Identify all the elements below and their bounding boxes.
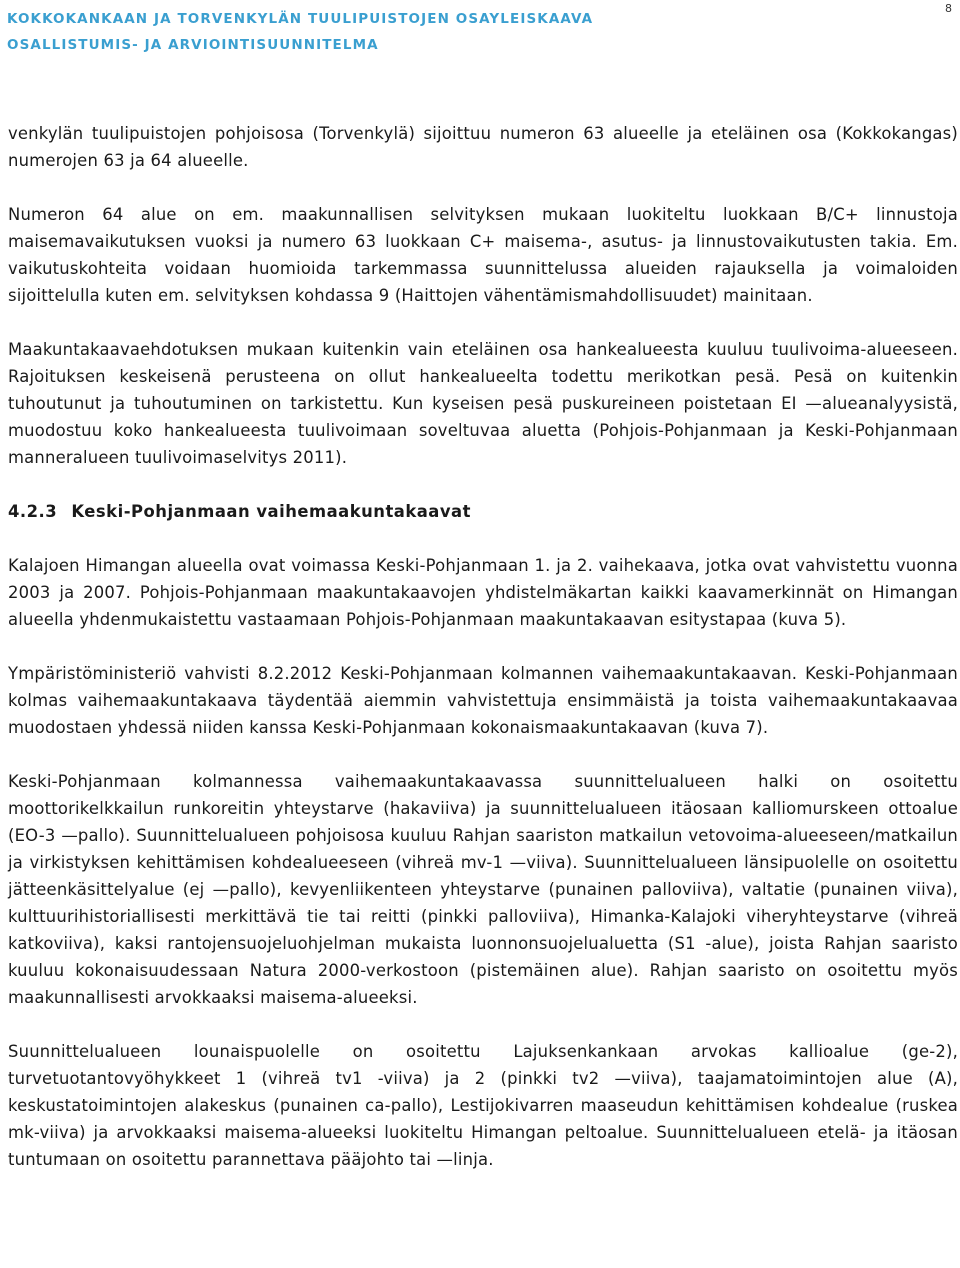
document-body bbox=[8, 120, 958, 1200]
paragraph-5: Ympäristöministeriö vahvisti 8.2.2012 Keski-Pohjanmaan kolmannen vaihemaakuntakaavan. Keski-Pohjanmaan kolmas vaihemaakuntakaava täydentää aiemmin vahvistettuja ensimmäistä ja toista vaihemaakuntakaavaa muodostaen yhdessä niiden kanssa Keski-Pohjanmaan kokonaismaakuntakaavan (kuva 7). bbox=[8, 664, 958, 737]
paragraph-2: Numeron 64 alue on em. maakunnallisen selvityksen mukaan luokiteltu luokkaan B/C+ linnustoja maisemavaikutuksen vuoksi ja numero 63 luokkaan C+ maisema-, asutus- ja linnustovaikutusten takia. Em. vaikutuskohteita voidaan huomioida tarkemmassa suunnittelussa alueiden rajauksella ja voimaloiden sijoittelulla kuten em. selvityksen kohdassa 9 (Haittojen vähentämismahdollisuudet) mainitaan. bbox=[8, 205, 958, 305]
document-header bbox=[7, 6, 953, 58]
paragraph-6: Keski-Pohjanmaan kolmannessa vaihemaakuntakaavassa suunnittelualueen halki on osoitettu moottorikelkkailun runkoreitin yhteystarve (hakaviiva) ja suunnittelualueen itäosaan kalliomurskeen ottoalue (EO-3 —pallo). Suunnittelualueen pohjoisosa kuuluu Rahjan saariston matkailun vetovoima-alueeseen/matkailun ja virkistyksen kehittämisen kohdealueeseen (vihreä mv-1 —viiva). Suunnittelualueen länsipuolelle on osoitettu jätteenkäsittelyalue (ej —pallo), kevyenliikenteen yhteystarve (punainen palloviiva), valtatie (punainen viiva), kulttuurihistoriallisesti merkittävä tie tai reitti (pinkki palloviiva), Himanka-Kalajoki viheryhteystarve (vihreä katkoviiva), kaksi rantojensuojeluohjelman mukaista luonnonsuojelualuetta (S1 -alue), joista Rahjan saaristo kuuluu kokonaisuudessaan Natura 2000-verkostoon (pistemäinen alue). Rahjan saaristo on osoitettu myös maakunnallisesti arvokkaaksi maisema-alueeksi. bbox=[8, 772, 958, 1007]
section-number: 4.2.3 bbox=[8, 502, 58, 521]
paragraph-3: Maakuntakaavaehdotuksen mukaan kuitenkin vain eteläinen osa hankealueesta kuuluu tuulivoima-alueeseen. Rajoituksen keskeisenä perusteena on ollut hankealueelta todettu merikotkan pesä. Pesä on kuitenkin tuhoutunut ja tuhoutuminen on tarkistettu. Kun kyseisen pesä puskureineen poistetaan EI —alueanalyysistä, muodostuu koko hankealueesta tuulivoimaan soveltuvaa aluetta (Pohjois-Pohjanmaan ja Keski-Pohjanmaan manneralueen tuulivoimaselvitys 2011). bbox=[8, 340, 958, 467]
paragraph-7: Suunnittelualueen lounaispuolelle on osoitettu Lajuksenkankaan arvokas kallioalue (ge-2), turvetuotantovyöhykkeet 1 (vihreä tv1 -viiva) ja 2 (pinkki tv2 —viiva), taajamatoimintojen alue (A), keskustatoimintojen alakeskus (punainen ca-pallo), Lestijokivarren maaseudun kehittämisen kohdealue (ruskea mk-viiva) ja arvokkaaksi maisema-alueeksi luokiteltu Himangan peltoalue. Suunnittelualueen etelä- ja itäosan tuntumaan on osoitettu parannettava pääjohto tai —linja. bbox=[8, 1042, 958, 1169]
page-number: 8 bbox=[945, 2, 952, 15]
header-title-line1: KOKKOKANKAAN JA TORVENKYLÄN TUULIPUISTOJEN OSAYLEISKAAVA bbox=[7, 11, 594, 27]
section-heading bbox=[8, 498, 958, 525]
paragraph-1: venkylän tuulipuistojen pohjoisosa (Torvenkylä) sijoittuu numeron 63 alueelle ja eteläinen osa (Kokkokangas) numerojen 63 ja 64 alueelle. bbox=[8, 124, 958, 170]
section-title: Keski-Pohjanmaan vaihemaakuntakaavat bbox=[71, 502, 471, 521]
paragraph-4: Kalajoen Himangan alueella ovat voimassa Keski-Pohjanmaan 1. ja 2. vaihekaava, jotka ovat vahvistettu vuonna 2003 ja 2007. Pohjois-Pohjanmaan maakuntakaavojen yhdistelmäkartan kaikki kaavamerkinnät on Himangan alueella yhdenmukaistettu vastaamaan Pohjois-Pohjanmaan maakuntakaavan esitystapaa (kuva 5). bbox=[8, 556, 958, 629]
header-title-line2: OSALLISTUMIS- JA ARVIOINTISUUNNITELMA bbox=[7, 37, 379, 53]
